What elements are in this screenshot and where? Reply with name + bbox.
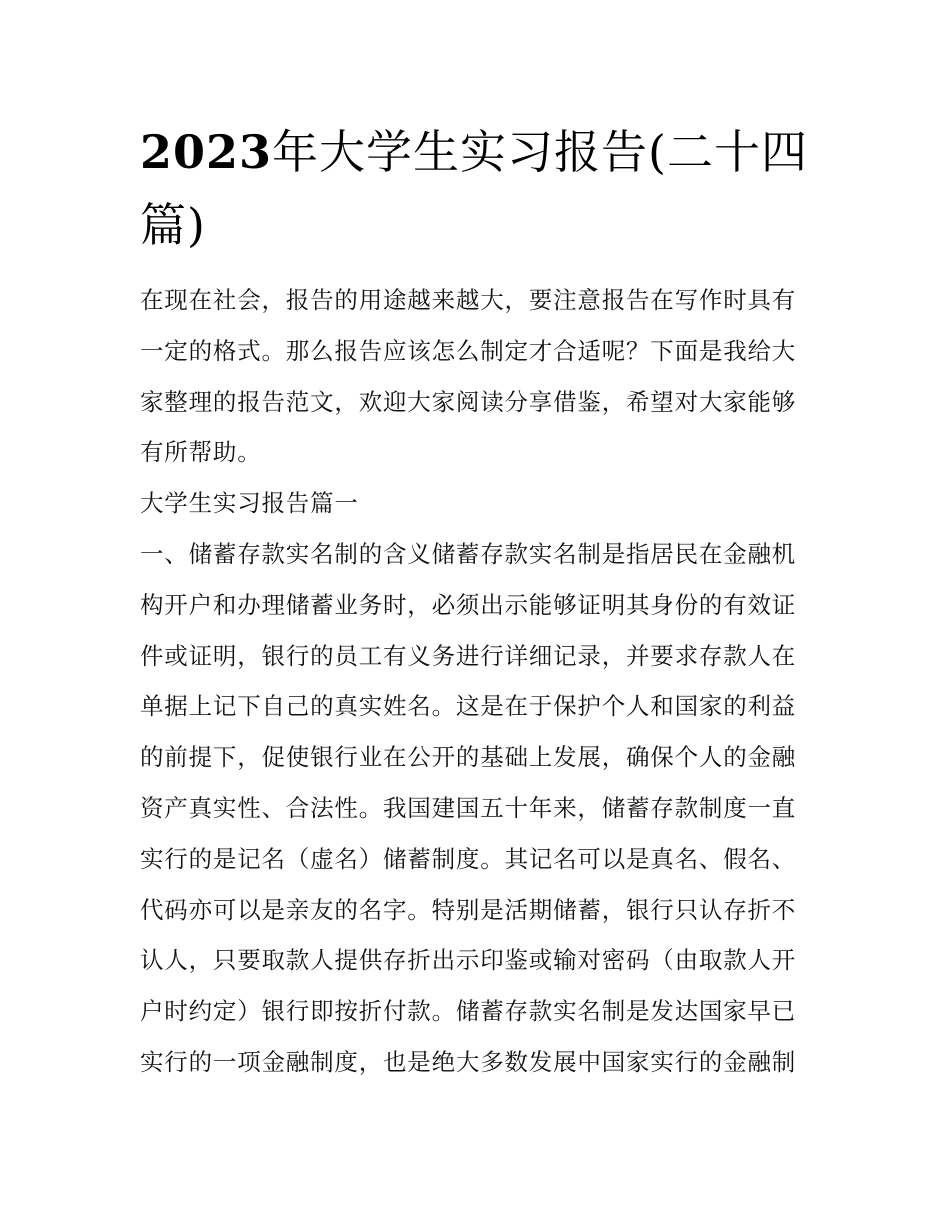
document-title — [140, 116, 820, 262]
intro-paragraph: 在现在社会，报告的用途越来越大，要注意报告在写作时具有一定的格式。那么报告应该怎么制定才合适呢？下面是我给大家整理的报告范文，欢迎大家阅读分享借鉴，希望对大家能够有所帮助。 — [140, 286, 797, 467]
section-heading: 大学生实习报告篇一 — [140, 489, 359, 518]
section-paragraph: 一、储蓄存款实名制的含义储蓄存款实名制是指居民在金融机构开户和办理储蓄业务时，必须出示能够证明其身份的有效证件或证明，银行的员工有义务进行详细记录，并要求存款人在单据上记下自己的真实姓名。这是在于保护个人和国家的利益的前提下，促使银行业在公开的基础上发展，确保个人的金融资产真实性、合法性。我国建国五十年来，储蓄存款制度一直实行的是记名（虚名）储蓄制度。其记名可以是真名、假名、代码亦可以是亲友的名字。特别是活期储蓄，银行只认存折不认人，只要取款人提供存折出示印鉴或输对密码（由取款人开户时约定）银行即按折付款。储蓄存款实名制是发达国家早已实行的一项金融制度，也是绝大多数发展中国家实行的金融制 — [140, 539, 797, 1076]
title-year: 2023 — [140, 125, 273, 179]
document-body — [140, 275, 814, 1088]
title-text: 年大学生实习报告(二十四篇) — [140, 125, 808, 252]
